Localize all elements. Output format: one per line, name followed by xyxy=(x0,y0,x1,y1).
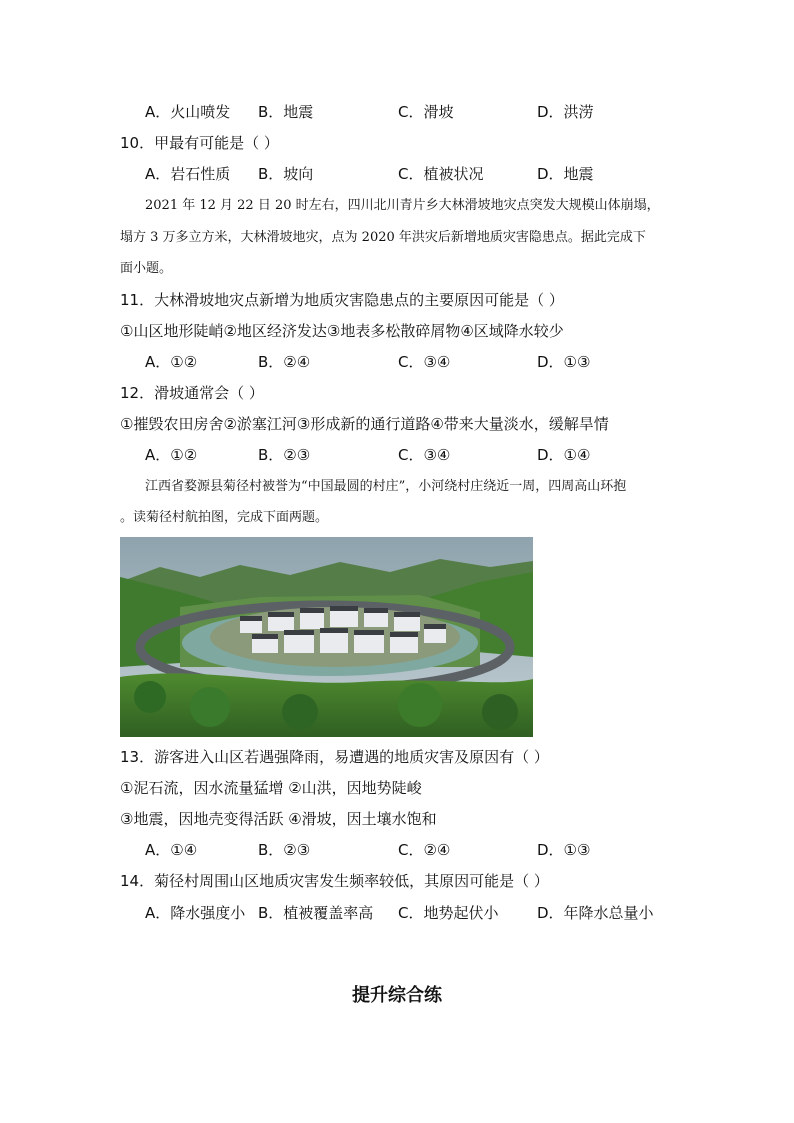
q12-option-a: A．①② xyxy=(145,446,198,464)
section-title: 提升综合练 xyxy=(352,985,442,1006)
village-houses xyxy=(240,606,446,653)
q14-option-a: A．降水强度小 xyxy=(145,904,246,922)
passage2-line2: 。读菊径村航拍图，完成下面两题。 xyxy=(120,510,329,525)
q13-option-b: B．②③ xyxy=(258,841,311,859)
q11-option-d: D．①③ xyxy=(537,353,591,371)
q12-stem: 12．滑坡通常会（ ） xyxy=(120,384,264,402)
q13-option-a: A．①④ xyxy=(145,841,198,859)
q12-option-c: C．③④ xyxy=(398,446,451,464)
q9-option-b: B．地震 xyxy=(258,103,314,121)
q12-option-d: D．①④ xyxy=(537,446,591,464)
foreground-vegetation xyxy=(120,673,533,737)
village-aerial-photo xyxy=(120,537,533,737)
q14-option-c: C．地势起伏小 xyxy=(398,904,499,922)
q12-choices: ①摧毁农田房舍②淤塞江河③形成新的通行道路④带来大量淡水，缓解旱情 xyxy=(120,415,609,433)
q14-option-b: B．植被覆盖率高 xyxy=(258,904,374,922)
q10-stem: 10．甲最有可能是（ ） xyxy=(120,134,279,152)
q14-stem: 14．菊径村周围山区地质灾害发生频率较低，其原因可能是（ ） xyxy=(120,872,549,890)
q9-option-d: D．洪涝 xyxy=(537,103,594,121)
q11-option-c: C．③④ xyxy=(398,353,451,371)
q13-option-d: D．①③ xyxy=(537,841,591,859)
q10-option-a: A．岩石性质 xyxy=(145,165,231,183)
q9-option-c: C．滑坡 xyxy=(398,103,454,121)
passage1-line2: 塌方 3 万多立方米，大林滑坡地灾，点为 2020 年洪灾后新增地质灾害隐患点。据此完成下 xyxy=(120,230,646,245)
q13-stem: 13．游客进入山区若遇强降雨，易遭遇的地质灾害及原因有（ ） xyxy=(120,748,549,766)
q11-option-b: B．②④ xyxy=(258,353,311,371)
q14-option-d: D．年降水总量小 xyxy=(537,904,654,922)
passage1-line1: 2021 年 12 月 22 日 20 时左右，四川北川青片乡大林滑坡地灾点突发大规模山体崩塌， xyxy=(145,198,660,213)
passage2-line1: 江西省婺源县菊径村被誉为“中国最圆的村庄”，小河绕村庄绕近一周，四周高山环抱 xyxy=(145,479,627,494)
q10-option-c: C．植被状况 xyxy=(398,165,484,183)
q9-option-a: A．火山喷发 xyxy=(145,103,231,121)
q10-option-d: D．地震 xyxy=(537,165,594,183)
q12-option-b: B．②③ xyxy=(258,446,311,464)
q13-option-c: C．②④ xyxy=(398,841,451,859)
q11-option-a: A．①② xyxy=(145,353,198,371)
q10-option-b: B．坡向 xyxy=(258,165,314,183)
village-aerial-illustration xyxy=(120,537,533,737)
passage1-line3: 面小题。 xyxy=(120,261,173,276)
q11-stem: 11．大林滑坡地灾点新增为地质灾害隐患点的主要原因可能是（ ） xyxy=(120,291,564,309)
q13-choice-line2: ③地震，因地壳变得活跃 ④滑坡，因土壤水饱和 xyxy=(120,810,437,828)
q13-choice-line1: ①泥石流，因水流量猛增 ②山洪，因地势陡峻 xyxy=(120,779,422,797)
q11-choices: ①山区地形陡峭②地区经济发达③地表多松散碎屑物④区域降水较少 xyxy=(120,322,564,340)
